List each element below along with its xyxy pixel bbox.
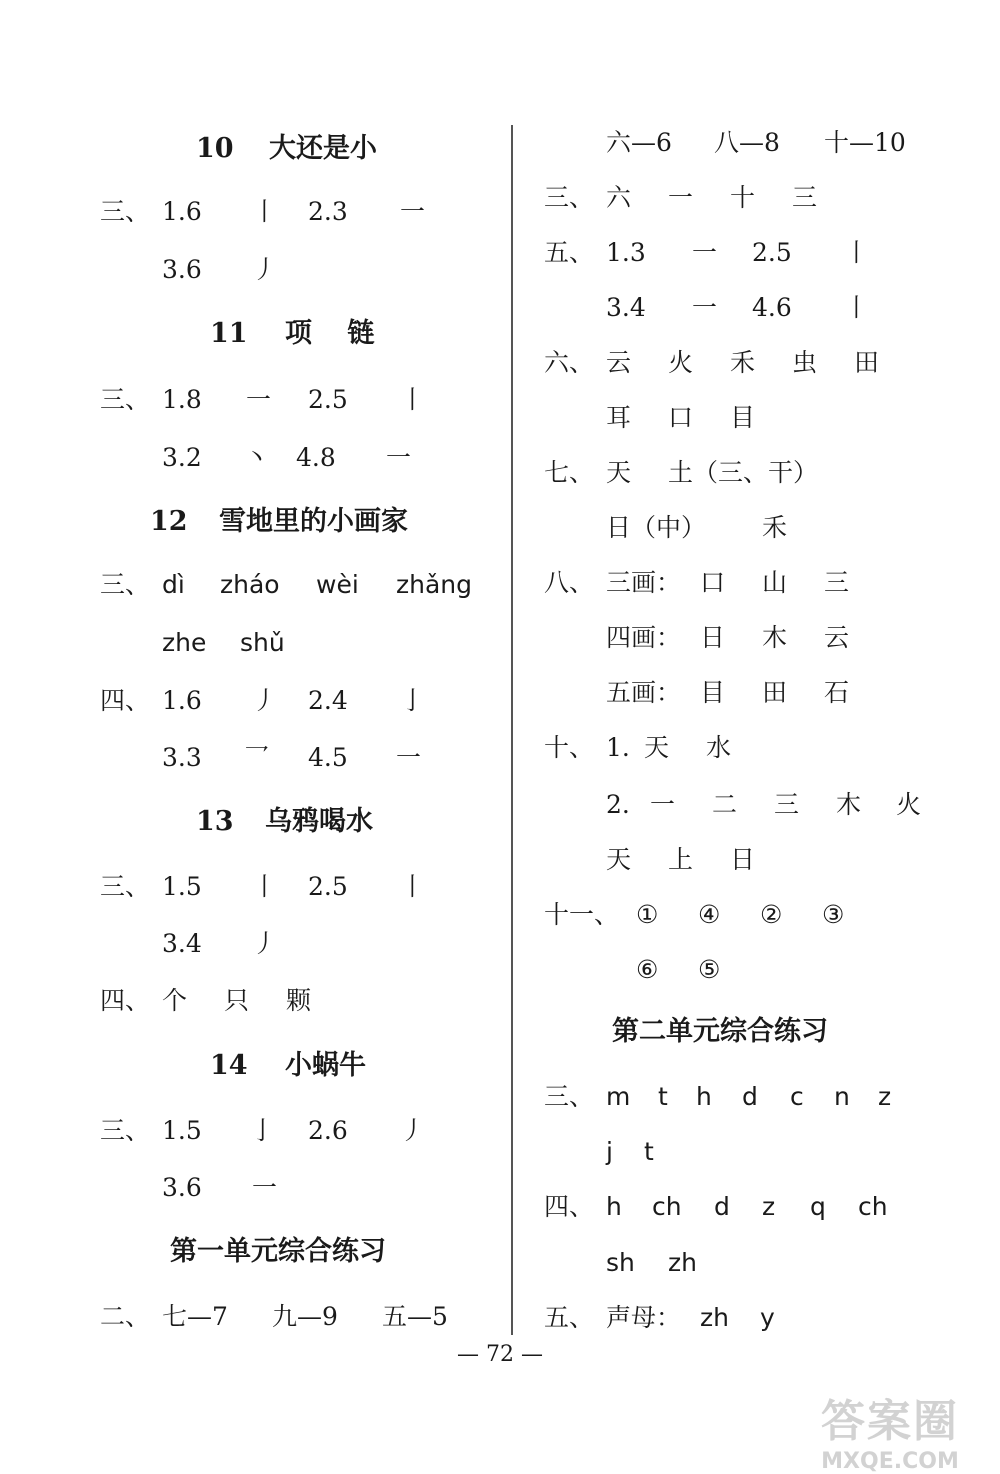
- lesson-number: 13: [196, 806, 234, 837]
- page-number: — 72 —: [457, 1342, 543, 1367]
- lesson-number: 10: [196, 133, 234, 164]
- lesson-number: 11: [210, 318, 248, 349]
- lesson-title: 项: [284, 318, 312, 349]
- lesson-title: 乌鸦喝水: [264, 806, 373, 837]
- lesson-11-heading: [210, 320, 374, 347]
- watermark-logo: [790, 1385, 990, 1474]
- watermark-url: MXQE.COM: [821, 1449, 959, 1474]
- unit-2-heading: 第二单元综合练习: [612, 1016, 828, 1047]
- lesson-number: 12: [150, 506, 188, 537]
- lesson-13-heading: [196, 808, 373, 835]
- lesson-title: 小蜗牛: [284, 1050, 366, 1081]
- watermark-text: 答案圈: [821, 1396, 959, 1447]
- column-divider: [511, 125, 513, 1335]
- lesson-title: 大还是小: [268, 133, 377, 164]
- lesson-12-heading: [150, 508, 408, 535]
- lesson-number: 14: [210, 1050, 248, 1081]
- lesson-title: 雪地里的小画家: [218, 506, 408, 537]
- lesson-title: 链: [347, 318, 375, 349]
- lesson-14-heading: [210, 1052, 366, 1079]
- lesson-10-heading: [196, 135, 377, 162]
- unit-1-heading: 第一单元综合练习: [170, 1236, 386, 1267]
